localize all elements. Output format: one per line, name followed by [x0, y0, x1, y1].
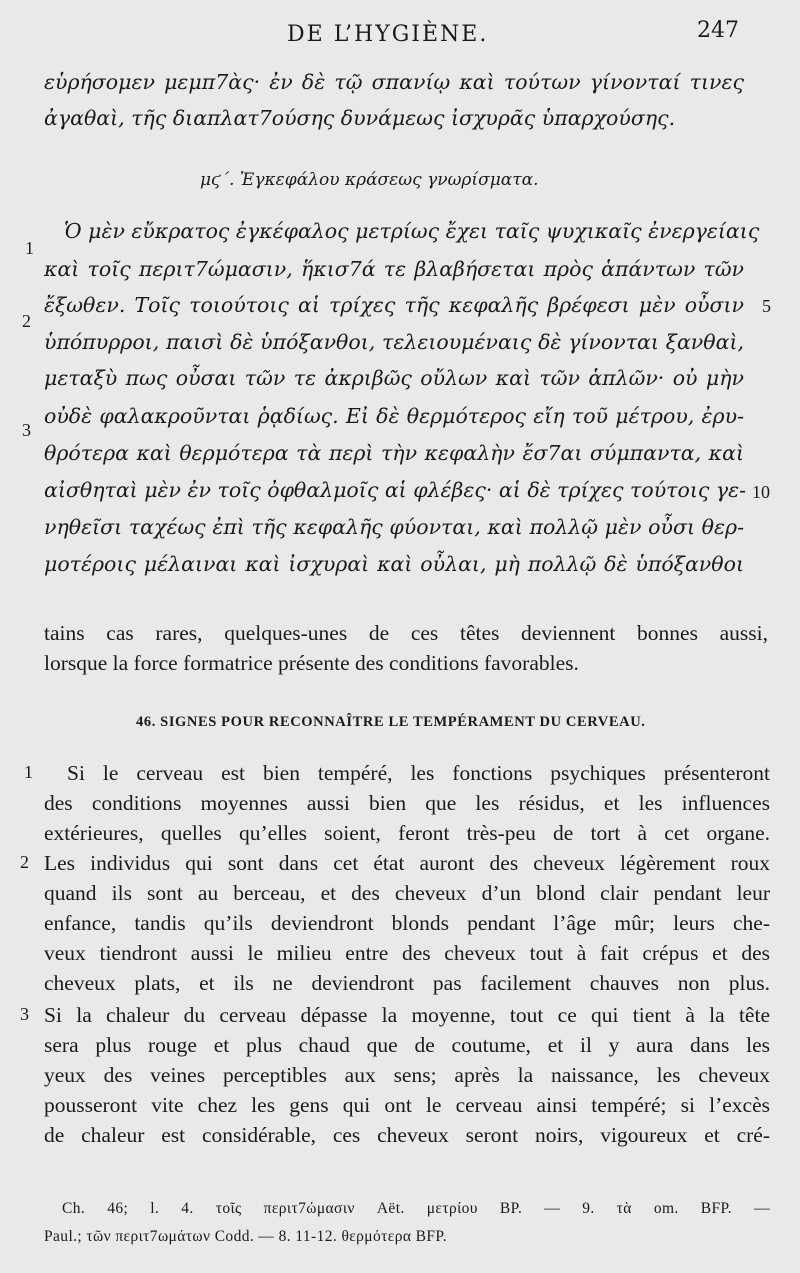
- greek-paragraph-number: 2: [22, 311, 31, 331]
- french-body-line: yeux des veines perceptibles aux sens; après la naissance, les cheveux: [44, 1063, 770, 1087]
- french-intro-line: tains cas rares, quelques-unes de ces têtes deviennent bonnes aussi,: [44, 621, 768, 645]
- french-paragraph-number: 1: [24, 762, 33, 782]
- french-body-line: de chaleur est considérable, ces cheveux seront noirs, vigoureux et cré-: [44, 1123, 770, 1147]
- apparatus-line: Ch. 46; l. 4. τοῖς περιτ7ώμασιν Aët. μετρίου BP. — 9. τὰ om. BFP. —: [62, 1200, 770, 1217]
- french-paragraph-number: 2: [20, 852, 29, 872]
- greek-section-heading: μϛ΄. Ἐγκεφάλου κράσεως γνωρίσματα.: [200, 170, 539, 190]
- french-body-line: quand ils sont au berceau, et des cheveux d’un blond clair pendant leur: [44, 881, 770, 905]
- french-section-heading: 46. SIGNES POUR RECONNAÎTRE LE TEMPÉRAMENT DU CERVEAU.: [136, 714, 646, 730]
- greek-body-line: οὐδὲ φαλακροῦνται ῥᾳδίως. Εἰ δὲ θερμότερος εἴη τοῦ μέτρου, ἐρυ-: [44, 404, 744, 428]
- greek-body-line: μεταξὺ πως οὖσαι τῶν τε ἀκριβῶς οὔλων καὶ τῶν ἁπλῶν· οὐ μὴν: [44, 366, 744, 390]
- greek-paragraph-number: 1: [25, 238, 34, 258]
- apparatus-line: Paul.; τῶν περιτ7ωμάτων Codd. — 8. 11-12. θερμότερα BFP.: [44, 1228, 447, 1245]
- greek-body-line: θρότερα καὶ θερμότερα τὰ περὶ τὴν κεφαλὴν ἔσ7αι σύμπαντα, καὶ: [44, 441, 744, 465]
- page-header: [0, 18, 800, 52]
- greek-body-line: ὑπόπυρροι, παισὶ δὲ ὑπόξανθοι, τελειουμέναις δὲ γίνονται ξανθαὶ,: [44, 330, 744, 354]
- greek-intro-line: ἀγαθαὶ, τῆς διαπλατ7ούσης δυνάμεως ἰσχυρᾶς ὑπαρχούσης.: [44, 106, 676, 130]
- greek-body-line: καὶ τοῖς περιτ7ώμασιν, ἥκισ7ά τε βλαβήσεται πρὸς ἁπάντων τῶν: [44, 257, 744, 281]
- greek-line-number: 10: [752, 482, 770, 502]
- french-body-line: veux tiendront aussi le milieu entre des cheveux tout à fait crépus et des: [44, 941, 770, 965]
- french-body-line: Si le cerveau est bien tempéré, les fonctions psychiques présenteront: [67, 761, 770, 785]
- greek-body-line: αἰσθηταὶ μὲν ἐν τοῖς ὀφθαλμοῖς αἱ φλέβες· αἱ δὲ τρίχες τούτοις γε-: [44, 478, 747, 502]
- running-title: DE L’HYGIÈNE.: [287, 22, 489, 47]
- french-paragraph-number: 3: [20, 1004, 29, 1024]
- greek-line-number: 5: [762, 296, 771, 316]
- french-body-line: extérieures, quelles qu’elles soient, feront très-peu de tort à cet organe.: [44, 821, 770, 845]
- french-body-line: sera plus rouge et plus chaud que de coutume, et il y aura dans les: [44, 1033, 770, 1057]
- french-intro-line: lorsque la force formatrice présente des conditions favorables.: [44, 651, 579, 675]
- french-body-line: des conditions moyennes aussi bien que les résidus, et les influences: [44, 791, 770, 815]
- greek-intro-line: εὑρήσομεν μεμπ7ὰς· ἐν δὲ τῷ σπανίῳ καὶ τούτων γίνονταί τινες: [44, 70, 744, 94]
- greek-body-line: μοτέροις μέλαιναι καὶ ἰσχυραὶ καὶ οὖλαι, μὴ πολλῷ δὲ ὑπόξανθοι: [44, 552, 744, 576]
- french-body-line: Les individus qui sont dans cet état auront des cheveux légèrement roux: [44, 851, 770, 875]
- greek-body-line: νηθεῖσι ταχέως ἐπὶ τῆς κεφαλῆς φύονται, καὶ πολλῷ μὲν οὖσι θερ-: [44, 515, 744, 539]
- french-body-line: Si la chaleur du cerveau dépasse la moyenne, tout ce qui tient à la tête: [44, 1003, 770, 1027]
- greek-body-line: Ὁ μὲν εὔκρατος ἐγκέφαλος μετρίως ἔχει ταῖς ψυχικαῖς ἐνεργείαις: [64, 219, 760, 243]
- french-body-line: enfance, tandis qu’ils deviendront blonds pendant l’âge mûr; leurs che-: [44, 911, 770, 935]
- page-number: 247: [697, 18, 739, 43]
- greek-paragraph-number: 3: [22, 420, 31, 440]
- french-body-line: cheveux plats, et ils ne deviendront pas facilement chauves non plus.: [44, 971, 770, 995]
- french-body-line: pousseront vite chez les gens qui ont le cerveau ainsi tempéré; si l’excès: [44, 1093, 770, 1117]
- greek-body-line: ἔξωθεν. Τοῖς τοιούτοις αἱ τρίχες τῆς κεφαλῆς βρέφεσι μὲν οὖσιν: [44, 293, 744, 317]
